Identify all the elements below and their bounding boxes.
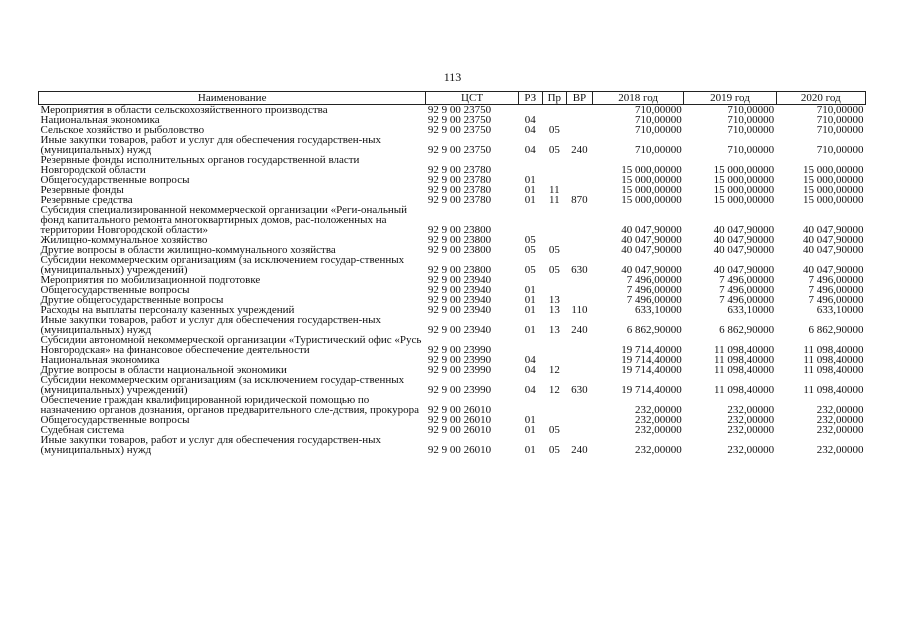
row-pr: 12 — [548, 364, 560, 376]
row-pr: 05 — [548, 424, 560, 436]
row-cst: 92 9 00 23940 — [427, 324, 492, 336]
row-2018: 15 000,00000 — [621, 184, 682, 196]
header-name: Наименование — [39, 92, 426, 105]
row-2020: 710,00000 — [816, 104, 864, 116]
row-2018: 232,00000 — [635, 424, 682, 436]
row-2018: 40 047,90000 — [621, 264, 682, 276]
row-2020: 7 496,00000 — [808, 274, 864, 286]
row-name: Другие общегосударственные вопросы — [40, 294, 224, 306]
row-2019: 11 098,40000 — [714, 364, 775, 376]
row-2018: 633,10000 — [635, 304, 682, 316]
row-2019: 40 047,90000 — [713, 244, 775, 256]
row-rz: 01 — [524, 444, 536, 456]
row-name: Иные закупки товаров, работ и услуг для обеспечения государствен-ных (муниципальных) нужд — [40, 434, 382, 456]
row-2019: 7 496,00000 — [719, 294, 775, 306]
row-name: Резервные средства — [40, 194, 133, 206]
row-2019: 11 098,40000 — [714, 384, 775, 396]
table-row — [39, 255, 866, 275]
row-pr: 11 — [549, 184, 560, 196]
row-2018: 7 496,00000 — [626, 294, 682, 306]
row-rz: 05 — [524, 244, 536, 256]
row-rz: 01 — [524, 174, 536, 186]
row-rz: 01 — [524, 414, 536, 426]
row-2019: 7 496,00000 — [719, 284, 775, 296]
row-name: Субсидии автономной некоммерческой организации «Туристический офис «Русь Новгородская» на финансовое обеспечение деятельности — [40, 334, 422, 356]
row-name: Иные закупки товаров, работ и услуг для обеспечения государствен-ных (муниципальных) нужд — [40, 314, 382, 336]
row-2019: 15 000,00000 — [713, 174, 775, 186]
table-row — [39, 395, 866, 415]
row-2020: 633,10000 — [816, 304, 864, 316]
row-pr: 12 — [548, 384, 560, 396]
table-body — [39, 105, 866, 456]
row-name: Иные закупки товаров, работ и услуг для обеспечения государствен-ных (муниципальных) нужд — [40, 134, 382, 156]
row-2020: 11 098,40000 — [803, 384, 864, 396]
row-pr — [542, 205, 566, 235]
row-name: Другие вопросы в области жилищно-коммунального хозяйства — [40, 244, 336, 256]
row-2020: 11 098,40000 — [803, 364, 864, 376]
row-name: Резервные фонды — [40, 184, 124, 196]
row-2020: 232,00000 — [816, 424, 864, 436]
row-2020: 40 047,90000 — [803, 244, 864, 256]
row-2020: 11 098,40000 — [803, 344, 864, 356]
row-pr: 05 — [548, 264, 560, 276]
table-row — [39, 155, 866, 175]
row-2019: 40 047,90000 — [713, 264, 775, 276]
row-cst: 92 9 00 23940 — [427, 274, 492, 286]
row-cst: 92 9 00 23800 — [427, 264, 492, 276]
row-cst: 92 9 00 23780 — [427, 164, 492, 176]
row-pr: 13 — [548, 324, 560, 336]
row-name: Субсидия специализированной некоммерческой организации «Реги-ональный фонд капитального ремонта многоквартирных домов, рас-положенных на территории Новгородской области» — [40, 204, 408, 236]
header-vr: ВР — [566, 92, 592, 105]
row-2019: 232,00000 — [727, 444, 775, 456]
row-pr — [542, 395, 566, 415]
row-cst: 92 9 00 23990 — [427, 384, 492, 396]
row-vr — [566, 425, 592, 435]
row-name: Национальная экономика — [40, 114, 160, 126]
row-cst: 92 9 00 23750 — [427, 114, 492, 126]
row-2019: 11 098,40000 — [714, 354, 775, 366]
row-2020: 7 496,00000 — [808, 284, 864, 296]
row-2020: 710,00000 — [816, 144, 864, 156]
header-cst: ЦСТ — [426, 92, 518, 105]
row-2020: 15 000,00000 — [803, 174, 864, 186]
row-cst: 92 9 00 23800 — [427, 244, 492, 256]
row-vr — [566, 235, 592, 245]
row-vr — [566, 285, 592, 295]
row-cst: 92 9 00 23750 — [427, 144, 492, 156]
row-2019: 6 862,90000 — [719, 324, 775, 336]
row-2018: 7 496,00000 — [626, 274, 682, 286]
row-rz: 01 — [524, 424, 536, 436]
row-2019: 15 000,00000 — [713, 184, 775, 196]
row-name: Обеспечение граждан квалифицированной юридической помощью по назначению органов дознания, органов предварительного сле-дствия, прокурора — [40, 394, 420, 416]
row-2020: 40 047,90000 — [803, 234, 864, 246]
table-row — [39, 335, 866, 355]
row-2020: 710,00000 — [816, 124, 864, 136]
row-name: Расходы на выплаты персоналу казенных учреждений — [40, 304, 295, 316]
row-rz: 04 — [524, 354, 536, 366]
row-pr: 05 — [548, 444, 560, 456]
row-vr: 870 — [571, 194, 588, 206]
row-2020: 15 000,00000 — [803, 184, 864, 196]
row-vr — [566, 275, 592, 285]
row-vr: 630 — [571, 264, 588, 276]
row-2018: 7 496,00000 — [626, 284, 682, 296]
budget-table — [38, 91, 866, 455]
row-cst: 92 9 00 23940 — [427, 294, 492, 306]
row-vr — [566, 415, 592, 425]
row-name: Общегосударственные вопросы — [40, 174, 190, 186]
row-2019: 710,00000 — [727, 144, 775, 156]
row-rz: 01 — [524, 294, 536, 306]
row-pr: 05 — [548, 244, 560, 256]
header-pr: Пр — [542, 92, 566, 105]
row-cst: 92 9 00 23990 — [427, 364, 492, 376]
header-2018: 2018 год — [592, 92, 683, 105]
row-cst: 92 9 00 23940 — [427, 284, 492, 296]
row-vr: 240 — [571, 144, 588, 156]
row-2018: 19 714,40000 — [621, 364, 682, 376]
row-vr: 110 — [571, 304, 588, 316]
row-name: Сельское хозяйство и рыболовство — [40, 124, 205, 136]
row-vr — [566, 105, 592, 116]
row-2018: 15 000,00000 — [621, 174, 682, 186]
row-name: Мероприятия в области сельскохозяйственного производства — [40, 104, 328, 116]
row-2019: 710,00000 — [727, 124, 775, 136]
row-2018: 232,00000 — [635, 404, 682, 416]
row-vr: 630 — [571, 384, 588, 396]
table-row — [39, 315, 866, 335]
table-row — [39, 435, 866, 455]
row-2018: 710,00000 — [635, 114, 682, 126]
row-2020: 7 496,00000 — [808, 294, 864, 306]
row-2018: 19 714,40000 — [621, 384, 682, 396]
row-rz: 04 — [524, 114, 536, 126]
table-header — [39, 92, 866, 105]
row-rz: 04 — [524, 124, 536, 136]
row-pr: 13 — [548, 294, 560, 306]
row-vr — [566, 335, 592, 355]
row-2019: 40 047,90000 — [713, 224, 775, 236]
row-rz: 05 — [524, 234, 536, 246]
row-cst: 92 9 00 23780 — [427, 194, 492, 206]
row-name: Субсидии некоммерческим организациям (за исключением государ-ственных (муниципальных) учреждений) — [40, 254, 405, 276]
row-cst: 92 9 00 26010 — [427, 404, 492, 416]
row-vr: 240 — [571, 324, 588, 336]
row-cst: 92 9 00 26010 — [427, 424, 492, 436]
row-2019: 232,00000 — [727, 404, 775, 416]
row-2018: 710,00000 — [635, 144, 682, 156]
row-pr: 05 — [548, 144, 560, 156]
row-cst: 92 9 00 23750 — [427, 104, 492, 116]
row-name: Жилищно-коммунальное хозяйство — [40, 234, 208, 246]
row-2019: 40 047,90000 — [713, 234, 775, 246]
row-name: Мероприятия по мобилизационной подготовке — [40, 274, 261, 286]
row-rz: 01 — [524, 194, 536, 206]
row-rz: 01 — [524, 284, 536, 296]
row-name: Общегосударственные вопросы — [40, 414, 190, 426]
row-2018: 15 000,00000 — [621, 164, 682, 176]
row-vr — [566, 355, 592, 365]
row-2020: 232,00000 — [816, 444, 864, 456]
row-2019: 710,00000 — [727, 104, 775, 116]
row-2019: 7 496,00000 — [719, 274, 775, 286]
row-pr: 05 — [548, 124, 560, 136]
row-2018: 40 047,90000 — [621, 234, 682, 246]
row-2020: 232,00000 — [816, 414, 864, 426]
header-row — [39, 92, 866, 105]
row-rz: 04 — [524, 384, 536, 396]
row-pr: 11 — [549, 194, 560, 206]
row-vr — [566, 155, 592, 175]
row-2019: 710,00000 — [727, 114, 775, 126]
row-vr — [566, 115, 592, 125]
row-2020: 15 000,00000 — [803, 164, 864, 176]
row-cst: 92 9 00 23750 — [427, 124, 492, 136]
row-name: Другие вопросы в области национальной экономики — [40, 364, 287, 376]
row-rz — [518, 205, 542, 235]
row-2020: 710,00000 — [816, 114, 864, 126]
row-2019: 633,10000 — [727, 304, 775, 316]
row-pr — [542, 105, 566, 116]
row-2020: 232,00000 — [816, 404, 864, 416]
row-rz — [518, 395, 542, 415]
row-rz: 01 — [524, 184, 536, 196]
row-vr — [566, 245, 592, 255]
row-2018: 232,00000 — [635, 414, 682, 426]
row-2019: 232,00000 — [727, 414, 775, 426]
row-name: Общегосударственные вопросы — [40, 284, 190, 296]
row-vr — [566, 175, 592, 185]
row-2020: 11 098,40000 — [803, 354, 864, 366]
header-2020: 2020 год — [776, 92, 865, 105]
row-vr — [566, 205, 592, 235]
row-2018: 6 862,90000 — [626, 324, 682, 336]
row-2018: 232,00000 — [635, 444, 682, 456]
row-2018: 710,00000 — [635, 104, 682, 116]
row-2020: 6 862,90000 — [808, 324, 864, 336]
row-vr: 240 — [571, 444, 588, 456]
row-2018: 19 714,40000 — [621, 344, 682, 356]
row-2019: 15 000,00000 — [713, 194, 775, 206]
row-rz — [518, 155, 542, 175]
table-row — [39, 375, 866, 395]
row-2018: 40 047,90000 — [621, 224, 682, 236]
row-cst: 92 9 00 23940 — [427, 304, 492, 316]
row-name: Национальная экономика — [40, 354, 160, 366]
row-vr — [566, 365, 592, 375]
row-2018: 19 714,40000 — [621, 354, 682, 366]
table-row — [39, 205, 866, 235]
row-rz: 04 — [524, 144, 536, 156]
row-2019: 232,00000 — [727, 424, 775, 436]
row-rz — [518, 335, 542, 355]
row-2020: 15 000,00000 — [803, 194, 864, 206]
row-rz: 01 — [524, 324, 536, 336]
row-pr: 13 — [548, 304, 560, 316]
row-rz: 01 — [524, 304, 536, 316]
row-vr — [566, 395, 592, 415]
table-row — [39, 135, 866, 155]
row-rz: 05 — [524, 264, 536, 276]
row-2020: 40 047,90000 — [803, 264, 864, 276]
row-2018: 15 000,00000 — [621, 194, 682, 206]
row-cst: 92 9 00 23800 — [427, 234, 492, 246]
header-2019: 2019 год — [684, 92, 776, 105]
row-rz: 04 — [524, 364, 536, 376]
row-name: Субсидии некоммерческим организациям (за исключением государ-ственных (муниципальных) учреждений) — [40, 374, 405, 396]
row-cst: 92 9 00 23800 — [427, 224, 492, 236]
row-2019: 11 098,40000 — [714, 344, 775, 356]
row-cst: 92 9 00 23780 — [427, 184, 492, 196]
row-cst: 92 9 00 23990 — [427, 344, 492, 356]
row-pr — [542, 335, 566, 355]
row-name: Судебная система — [40, 424, 125, 436]
row-cst: 92 9 00 26010 — [427, 444, 492, 456]
page-number: 113 — [443, 70, 462, 84]
row-2018: 40 047,90000 — [621, 244, 682, 256]
row-2020: 40 047,90000 — [803, 224, 864, 236]
header-rz: РЗ — [518, 92, 542, 105]
row-cst: 92 9 00 26010 — [427, 414, 492, 426]
row-pr — [542, 155, 566, 175]
row-2018: 710,00000 — [635, 124, 682, 136]
row-vr — [566, 125, 592, 135]
row-name: Резервные фонды исполнительных органов государственной власти Новгородской области — [40, 154, 360, 176]
row-cst: 92 9 00 23990 — [427, 354, 492, 366]
row-pr — [542, 275, 566, 285]
row-cst: 92 9 00 23780 — [427, 174, 492, 186]
row-2019: 15 000,00000 — [713, 164, 775, 176]
